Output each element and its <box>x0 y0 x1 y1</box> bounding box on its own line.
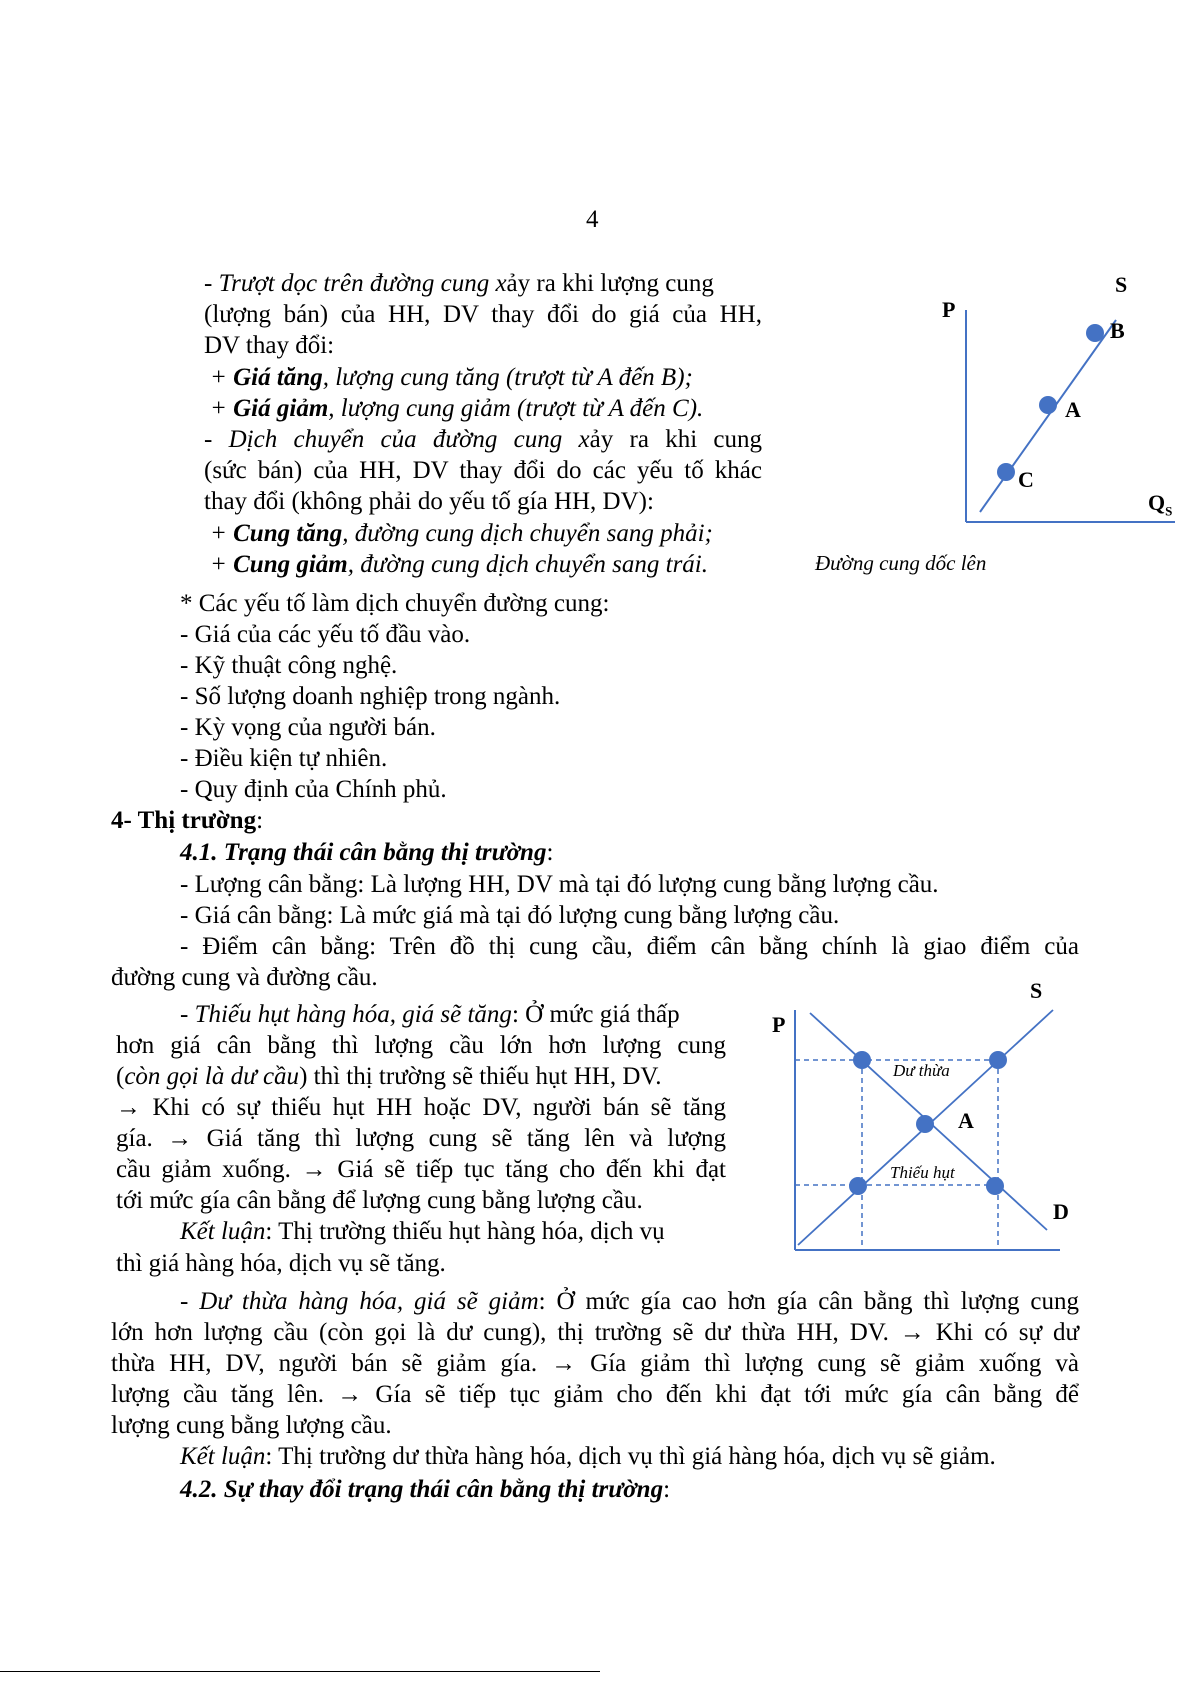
equilibrium-point-line1: - Điểm cân bằng: Trên đồ thị cung cầu, điểm cân bằng chính là giao điểm của <box>180 933 1079 960</box>
text: ảy ra khi lượng cung <box>506 270 714 297</box>
factor-item: - Quy định của Chính phủ. <box>180 776 447 803</box>
supply-price-up: + Giá tăng, lượng cung tăng (trượt từ A đến B); <box>210 364 693 391</box>
point-a-dot <box>1039 396 1057 414</box>
factor-item: - Kỳ vọng của người bán. <box>180 714 436 741</box>
supply-c-label: C <box>1018 467 1034 492</box>
eq-d-label: D <box>1053 1199 1069 1224</box>
supply-p2-line2: (sức bán) của HH, DV thay đổi do các yếu tố khác <box>204 457 762 484</box>
footer-rule <box>0 1671 600 1672</box>
supply-s-label: S <box>1115 272 1128 297</box>
surplus-line4: lượng cầu tăng lên. → Gía sẽ tiếp tục giảm cho đến khi đạt tới mức gía cân bằng để <box>111 1381 1079 1408</box>
supply-decrease: + Cung giảm, đường cung dịch chuyển sang trái. <box>210 551 709 578</box>
supply-p-label: P <box>942 297 956 322</box>
text: ảy ra khi cung <box>589 426 763 453</box>
shortage-title: - Thiếu hụt hàng hóa, giá sẽ tăng <box>180 1001 512 1028</box>
shortage-label: Thiếu hụt <box>890 1163 955 1182</box>
term-movement: Trượt dọc trên đường cung x <box>218 270 507 297</box>
supply-p1-line2: (lượng bán) của HH, DV thay đổi do giá của HH, <box>204 301 762 328</box>
supply-p2-line3: thay đổi (không phải do yếu tố gía HH, DV): <box>204 488 654 515</box>
surplus-conclusion: Kết luận: Thị trường dư thừa hàng hóa, dịch vụ thì giá hàng hóa, dịch vụ sẽ giảm. <box>180 1443 996 1470</box>
text: , đường cung dịch chuyển sang phải; <box>342 520 713 547</box>
eq-s-label: S <box>1030 978 1043 1003</box>
surplus-line5: lượng cung bằng lượng cầu. <box>111 1412 392 1439</box>
factor-item: - Số lượng doanh nghiệp trong ngành. <box>180 683 561 710</box>
factors-heading: * Các yếu tố làm dịch chuyển đường cung: <box>180 590 610 617</box>
page-number: 4 <box>586 206 599 233</box>
market-sub2: 4.2. Sự thay đổi trạng thái cân bằng thị trường: <box>180 1476 671 1503</box>
eq-p-label: P <box>772 1012 786 1037</box>
text: , đường cung dịch chuyển sang trái. <box>347 551 709 578</box>
shortage-line3: (còn gọi là dư cầu) thì thị trường sẽ thiếu hụt HH, DV. <box>116 1063 662 1090</box>
shortage-demand-dot <box>986 1177 1004 1195</box>
supply-q-label: $Q_S$ <box>1148 490 1173 519</box>
market-sub1: 4.1. Trạng thái cân bằng thị trường: <box>180 839 554 866</box>
supply-p1-line1: - Trượt dọc trên đường cung xảy ra khi lượng cung <box>204 270 714 297</box>
supply-a-label: A <box>1065 397 1081 422</box>
shortage-line7: tới mức gía cân bằng để lượng cung bằng lượng cầu. <box>116 1187 643 1214</box>
equilibrium-quantity: - Lượng cân bằng: Là lượng HH, DV mà tại đó lượng cung bằng lượng cầu. <box>180 871 939 898</box>
supply-price-down: + Giá giảm, lượng cung giảm (trượt từ A đến C). <box>210 395 704 422</box>
shortage-line4: → Khi có sự thiếu hụt HH hoặc DV, người bán sẽ tăng <box>116 1094 726 1121</box>
supply-p1-line3: DV thay đổi: <box>204 332 335 359</box>
supply-p2-line1: - Dịch chuyển của đường cung xảy ra khi cung <box>204 426 763 453</box>
term-supply-increase: Cung tăng <box>233 520 343 547</box>
shortage-line6: cầu giảm xuống. → Giá sẽ tiếp tục tăng cho đến khi đạt <box>116 1156 726 1183</box>
factor-item: - Kỹ thuật công nghệ. <box>180 652 398 679</box>
eq-a-label: A <box>958 1108 974 1133</box>
supply-curve-chart <box>930 270 1180 590</box>
point-c-dot <box>997 463 1015 481</box>
factor-item: - Điều kiện tự nhiên. <box>180 745 388 772</box>
term-shift: Dịch chuyển của đường cung x <box>228 426 590 453</box>
shortage-supply-dot <box>849 1177 867 1195</box>
surplus-line2: lớn hơn lượng cầu (còn gọi là dư cung), thị trường sẽ dư thừa HH, DV. → Khi có sự dư <box>111 1319 1079 1346</box>
shortage-line1 <box>180 999 680 1030</box>
shortage-conclusion-line2: thì giá hàng hóa, dịch vụ sẽ tăng. <box>116 1250 446 1277</box>
point-b-dot <box>1086 324 1104 342</box>
surplus-supply-dot <box>989 1051 1007 1069</box>
surplus-line3: thừa HH, DV, người bán sẽ giảm gía. → Gía giảm thì lượng cung sẽ giảm xuống và <box>111 1350 1079 1377</box>
factor-item: - Giá của các yếu tố đầu vào. <box>180 621 471 648</box>
equilibrium-dot <box>916 1115 934 1133</box>
text: : Ở mức gía cao hơn gía cân bằng thì lượng cung <box>538 1288 1079 1315</box>
shortage-line2: hơn giá cân bằng thì lượng cầu lớn hơn lượng cung <box>116 1032 726 1059</box>
surplus-demand-dot <box>853 1051 871 1069</box>
shortage-line5: gía. → Giá tăng thì lượng cung sẽ tăng lên và lượng <box>116 1125 726 1152</box>
text: : Ở mức giá thấp <box>511 1001 680 1028</box>
supply-line <box>980 320 1116 512</box>
term-supply-decrease: Cung giảm <box>233 551 348 578</box>
shortage-conclusion-line1: Kết luận: Thị trường thiếu hụt hàng hóa, dịch vụ <box>180 1218 665 1245</box>
equilibrium-point-line2: đường cung và đường cầu. <box>111 964 378 991</box>
surplus-line1 <box>180 1286 1079 1317</box>
supply-increase: + Cung tăng, đường cung dịch chuyển sang phải; <box>210 520 713 547</box>
supply-b-label: B <box>1110 318 1125 343</box>
equilibrium-price: - Giá cân bằng: Là mức giá mà tại đó lượng cung bằng lượng cầu. <box>180 902 840 929</box>
term-price-up: Giá tăng <box>233 364 323 391</box>
text: , lượng cung tăng (trượt từ A đến B); <box>322 364 693 391</box>
equilibrium-chart <box>770 990 1070 1260</box>
supply-chart-caption: Đường cung dốc lên <box>815 551 987 575</box>
surplus-label: Dư thừa <box>893 1061 950 1080</box>
term-price-down: Giá giảm <box>233 395 329 422</box>
market-heading: 4- Thị trường: <box>111 807 264 834</box>
text: , lượng cung giảm (trượt từ A đến C). <box>328 395 704 422</box>
surplus-title: - Dư thừa hàng hóa, giá sẽ giảm <box>180 1288 539 1315</box>
